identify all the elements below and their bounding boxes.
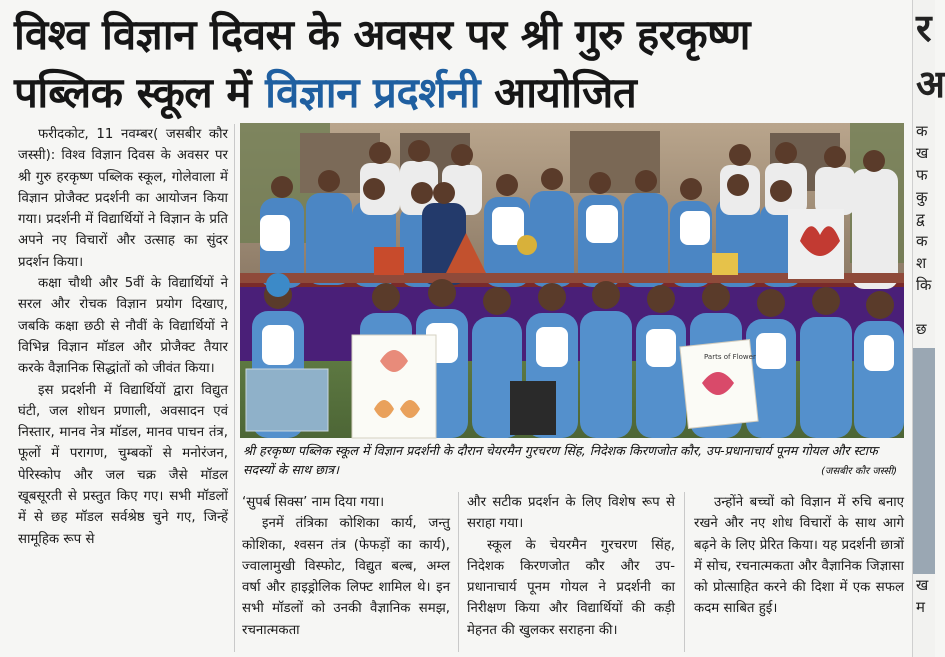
paragraph: उन्होंने बच्चों को विज्ञान में रुचि बनाए रखने और नए शोध विचारों के साथ आगे बढ़ने के लिए प्रेरित किया। यह प्रदर्शनी छात्रों में सोच, रचनात्मकता और वैज्ञानिक जिज्ञासा को प्रोत्साहित करने की दिशा में एक सफल कदम साबित हुई। (694, 495, 904, 617)
adjacent-text-glyph: कु (916, 188, 928, 206)
article-column-2 (242, 492, 450, 641)
column-divider (458, 492, 459, 652)
adjacent-text-glyph: श (916, 254, 927, 272)
parts-of-flower-chart (680, 340, 758, 429)
adjacent-text-glyph: ख (916, 576, 929, 594)
adjacent-headline-glyph: अ (916, 62, 945, 106)
caption-text: श्री हरकृष्ण पब्लिक स्कूल में विज्ञान प्रदर्शनी के दौरान चेयरमैन गुरचरण सिंह, निदेशक किरणजोत कौर, उप-प्रधानाचार्य पूनम गोयल और स्टाफ सदस्यों के साथ छात्र। (243, 443, 878, 477)
adjacent-text-glyph: क (916, 232, 928, 250)
headline-line-2-part-1: पब्लिक स्कूल में (14, 68, 266, 117)
headline-line-2 (14, 64, 914, 122)
flower-chart-left (352, 335, 436, 438)
paragraph: और सटीक प्रदर्शन के लिए विशेष रूप से सराहा गया। (467, 495, 675, 532)
adjacent-text-glyph: ख (916, 144, 929, 162)
article-column-4 (694, 492, 904, 620)
paragraph: फरीदकोट, 11 नवम्बर( जसबीर कौर जस्सी): विश्व विज्ञान दिवस के अवसर पर श्री गुरु हरकृष्ण पब्लिक स्कूल, गोलेवाला में विज्ञान प्रोजैक्ट प्रदर्शनी का आयोजन किया गया। प्रदर्शनी में विद्यार्थियों ने विज्ञान के प्रति अपने नए विचारों और उत्साह का सुंदर प्रदर्शन किया। (18, 127, 228, 270)
paragraph: कक्षा चौथी और 5वीं के विद्यार्थियों ने सरल और रोचक विज्ञान प्रयोग दिखाए, जबकि कक्षा छठी से नौवीं के विद्यार्थियों ने विभिन्न विज्ञान मॉडल और प्रोजैक्ट तैयार करके वैज्ञानिक सिद्धांतों को जीवंत किया। (18, 276, 228, 377)
headline-line-2-part-2: आयोजित (480, 68, 637, 117)
adjacent-headline-glyph: र (916, 6, 932, 50)
paragraph: इस प्रदर्शनी में विद्यार्थियों द्वारा विद्युत घंटी, जल शोधन प्रणाली, अवसादन एवं निस्तार, मानव नेत्र मॉडल, मानव पाचन तंत्र, फूलों में परागण, चुम्बकों से मनोरंजन, पेरिस्कोप और जल चक्र जैसे मॉडल खूबसूरती से प्रस्तुत किए गए। सभी मॉडलों में से छह मॉडल सर्वश्रेष्ठ चुने गए, जिन्हें सामूहिक रूप से (18, 382, 228, 547)
photo-credit: (जसबीर कौर जस्सी) (821, 466, 897, 477)
adjacent-text-glyph: म (916, 598, 925, 616)
bell-model (510, 381, 556, 435)
adjacent-text-glyph: द्व (916, 210, 925, 228)
painting-board (246, 369, 328, 431)
article-column-3 (467, 492, 675, 641)
poster-text: Parts of Flower (704, 353, 756, 361)
adjacent-text-glyph: छ (916, 320, 927, 338)
paragraph: स्कूल के चेयरमैन गुरचरण सिंह, निदेशक किरणजोत कौर और उप-प्रधानाचार्य पूनम गोयल ने प्रदर्शनी का निरीक्षण किया और विद्यार्थियों की कड़ी मेहनत की खुलकर सराहना की। (467, 537, 675, 638)
adjacent-article (912, 0, 945, 657)
paragraph: ‘सुपर्ब सिक्स’ नाम दिया गया। (242, 495, 385, 510)
adjacent-text-glyph: कि (916, 276, 932, 294)
column-divider (684, 492, 685, 652)
article-column-1 (18, 124, 228, 550)
headline (14, 6, 914, 122)
adjacent-text-glyph: फ (916, 166, 928, 184)
adjacent-photo (913, 348, 935, 574)
paragraph: इनमें तंत्रिका कोशिका कार्य, जन्तु कोशिका, श्वसन तंत्र (फेफड़ों का कार्य), ज्वालामुखी विस्फोट, विद्युत बल्ब, अम्ल वर्षा और हाइड्रोलिक लिफ्ट शामिल थे। इन सभी मॉडलों को उनकी वैज्ञानिक समझ, रचनात्मकता (242, 516, 450, 638)
headline-highlight: विज्ञान प्रदर्शनी (265, 68, 481, 117)
headline-line-1: विश्व विज्ञान दिवस के अवसर पर श्री गुरु हरकृष्ण (14, 10, 750, 59)
news-photo (240, 123, 904, 438)
adjacent-text-glyph: क (916, 122, 928, 140)
photo-caption (243, 441, 903, 479)
column-divider (234, 124, 235, 652)
